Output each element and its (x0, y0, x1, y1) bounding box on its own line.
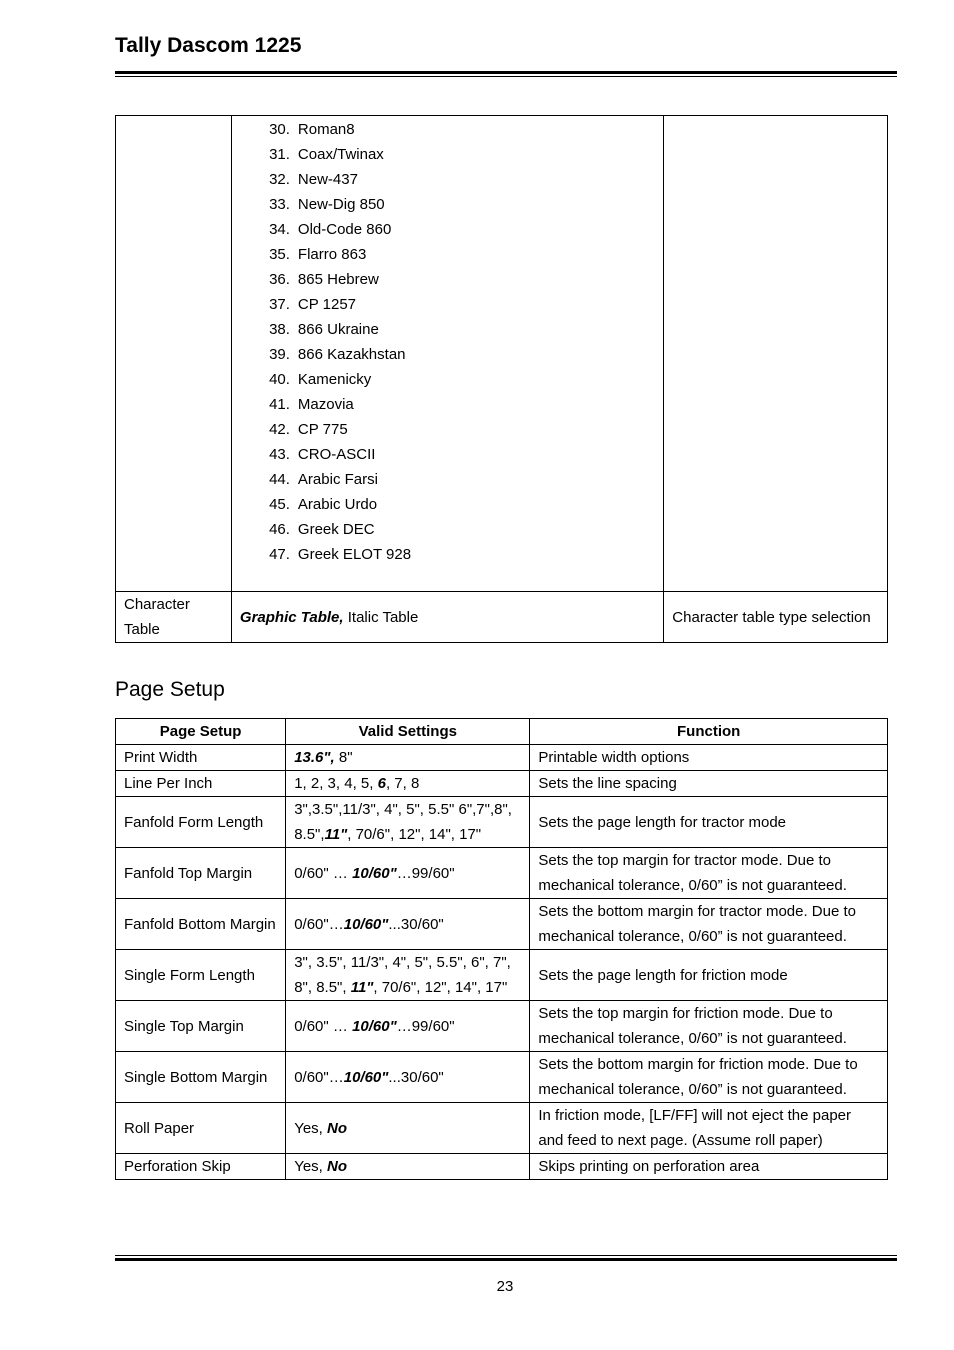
setting-name: Fanfold Bottom Margin (116, 899, 286, 950)
table-row (116, 1052, 888, 1103)
empty-cell (116, 116, 232, 592)
list-item-number: 31. (269, 146, 290, 163)
page-number: 23 (496, 1278, 514, 1295)
list-item-label: 865 Hebrew (297, 271, 379, 288)
list-item-number: 33. (269, 196, 290, 213)
setting-name: Single Bottom Margin (116, 1052, 286, 1103)
default-value: 10/60" (343, 915, 389, 933)
setting-values (286, 771, 530, 797)
setting-function: Sets the top margin for tractor mode. Due to mechanical tolerance, 0/60” is not guaranteed. (530, 848, 888, 899)
charset-list-row (116, 116, 888, 592)
list-item-label: Arabic Urdo (297, 496, 378, 513)
values-suffix: , 70/6", 12", 14", 17" (373, 979, 508, 996)
header-rule-thick (115, 71, 897, 74)
list-item-number: 43. (269, 446, 290, 463)
list-item-label: CP 775 (297, 421, 348, 438)
setting-values (286, 1001, 530, 1052)
list-item (240, 117, 655, 142)
list-item-number: 42. (269, 421, 290, 438)
default-value: No (327, 1158, 348, 1175)
setting-function: Sets the line spacing (530, 771, 888, 797)
values-suffix: , 7, 8 (385, 775, 420, 792)
setting-function: Sets the page length for tractor mode (530, 797, 888, 848)
header-rule-thin (115, 76, 897, 77)
values-suffix: 8" (334, 749, 353, 766)
table-row (116, 771, 888, 797)
charset-list (240, 117, 655, 567)
list-item-number: 34. (269, 221, 290, 238)
default-value: No (327, 1119, 348, 1137)
values-suffix: , 70/6", 12", 14", 17" (347, 826, 482, 843)
setting-function: Sets the page length for friction mode (530, 950, 888, 1001)
table-row (116, 950, 888, 1001)
setting-values (286, 797, 530, 848)
table-row (116, 899, 888, 950)
list-item-label: 866 Kazakhstan (297, 346, 406, 363)
list-item (240, 192, 655, 217)
list-item-label: CRO-ASCII (297, 446, 376, 463)
list-item-label: Old-Code 860 (297, 221, 392, 238)
list-item (240, 292, 655, 317)
table-row (116, 745, 888, 771)
setting-name: Perforation Skip (116, 1154, 286, 1180)
values-prefix: 0/60" … (294, 1017, 353, 1035)
default-value: 10/60" (352, 864, 397, 882)
list-item-number: 37. (269, 296, 290, 313)
values-suffix: ...30/60" (388, 1068, 444, 1086)
list-item (240, 417, 655, 442)
setting-function: Character table type selection (664, 592, 888, 643)
list-item-label: CP 1257 (297, 296, 357, 313)
list-item (240, 267, 655, 292)
page-setup-table (115, 718, 888, 1180)
charset-list-cell (231, 116, 663, 592)
list-item-label: Mazovia (297, 396, 354, 413)
values-prefix: 3",3.5",11/3", 4", 5", 5.5" 6",7",8", 8.5", (294, 801, 512, 843)
list-item-number: 32. (269, 171, 290, 188)
list-item-label: Greek ELOT 928 (297, 546, 412, 563)
list-item (240, 317, 655, 342)
values-prefix: 0/60"… (294, 1068, 344, 1086)
setting-name: Character Table (116, 592, 232, 643)
character-table-row (116, 592, 888, 643)
list-item-number: 35. (269, 246, 290, 263)
column-header: Valid Settings (286, 719, 530, 745)
list-item (240, 442, 655, 467)
default-value: 6 (377, 775, 386, 792)
list-item (240, 467, 655, 492)
list-item-number: 44. (269, 471, 290, 488)
setting-values (286, 1154, 530, 1180)
setting-name: Single Form Length (116, 950, 286, 1001)
default-value: 11" (324, 826, 348, 843)
table-header-row (116, 719, 888, 745)
empty-cell (664, 116, 888, 592)
setting-values (286, 899, 530, 950)
setting-name: Line Per Inch (116, 771, 286, 797)
other-value: Italic Table (343, 608, 419, 626)
values-prefix: Yes, (294, 1119, 328, 1137)
values-suffix: ...30/60" (388, 915, 444, 933)
document-header-title: Tally Dascom 1225 (115, 34, 302, 57)
setting-name: Roll Paper (116, 1103, 286, 1154)
list-item-label: Kamenicky (297, 371, 372, 388)
setting-name: Fanfold Top Margin (116, 848, 286, 899)
table-row (116, 1103, 888, 1154)
setting-values (286, 848, 530, 899)
setting-values (286, 1103, 530, 1154)
default-value: 10/60" (352, 1017, 397, 1035)
table-row (116, 848, 888, 899)
setting-function: Printable width options (530, 745, 888, 771)
values-prefix: Yes, (294, 1158, 328, 1175)
list-item-number: 47. (269, 546, 290, 563)
setting-function: Skips printing on perforation area (530, 1154, 888, 1180)
setting-function: Sets the top margin for friction mode. Due to mechanical tolerance, 0/60” is not guaranteed. (530, 1001, 888, 1052)
setting-values (286, 950, 530, 1001)
list-item-label: Coax/Twinax (297, 146, 384, 163)
list-item-number: 39. (269, 346, 290, 363)
list-item-number: 36. (269, 271, 290, 288)
list-item (240, 542, 655, 567)
list-item-number: 30. (269, 121, 290, 138)
column-header: Page Setup (116, 719, 286, 745)
setting-function: In friction mode, [LF/FF] will not eject the paper and feed to next page. (Assume roll paper) (530, 1103, 888, 1154)
list-item (240, 492, 655, 517)
setting-function: Sets the bottom margin for tractor mode. Due to mechanical tolerance, 0/60” is not guaranteed. (530, 899, 888, 950)
list-item-label: Flarro 863 (297, 246, 367, 263)
list-item (240, 217, 655, 242)
section-title: Page Setup (115, 678, 225, 701)
list-item-label: Roman8 (297, 121, 355, 138)
table-row (116, 1154, 888, 1180)
values-suffix: …99/60" (396, 1017, 455, 1035)
list-item (240, 392, 655, 417)
list-item (240, 242, 655, 267)
default-value: 10/60" (343, 1068, 389, 1086)
list-item (240, 367, 655, 392)
setting-values (286, 745, 530, 771)
table-row (116, 1001, 888, 1052)
list-item-label: Greek DEC (297, 521, 375, 538)
list-item-number: 46. (269, 521, 290, 538)
values-prefix: 3", 3.5", 11/3", 4", 5", 5.5", 6", 7", 8", 8.5", (294, 954, 511, 996)
values-prefix: 0/60"… (294, 915, 344, 933)
list-item-number: 45. (269, 496, 290, 513)
setting-values (231, 592, 663, 643)
setting-name: Single Top Margin (116, 1001, 286, 1052)
values-prefix: 0/60" … (294, 864, 353, 882)
list-item-number: 41. (269, 396, 290, 413)
setting-name: Print Width (116, 745, 286, 771)
list-item (240, 142, 655, 167)
values-prefix: 1, 2, 3, 4, 5, (294, 775, 378, 792)
table-row (116, 797, 888, 848)
column-header: Function (530, 719, 888, 745)
values-suffix: …99/60" (396, 864, 455, 882)
character-set-table (115, 115, 888, 643)
list-item-label: 866 Ukraine (297, 321, 379, 338)
default-value: 13.6", (294, 749, 335, 766)
footer-rule-thick (115, 1258, 897, 1261)
list-item-number: 40. (269, 371, 290, 388)
setting-name: Fanfold Form Length (116, 797, 286, 848)
list-item (240, 342, 655, 367)
setting-values (286, 1052, 530, 1103)
footer-rule-thin (115, 1255, 897, 1256)
setting-function: Sets the bottom margin for friction mode. Due to mechanical tolerance, 0/60” is not guaranteed. (530, 1052, 888, 1103)
list-item-label: New-Dig 850 (297, 196, 385, 213)
default-value: 11" (350, 979, 374, 996)
list-item (240, 167, 655, 192)
list-item-label: New-437 (297, 171, 358, 188)
default-value: Graphic Table, (239, 608, 344, 626)
list-item-label: Arabic Farsi (297, 471, 378, 488)
list-item (240, 517, 655, 542)
list-item-number: 38. (269, 321, 290, 338)
